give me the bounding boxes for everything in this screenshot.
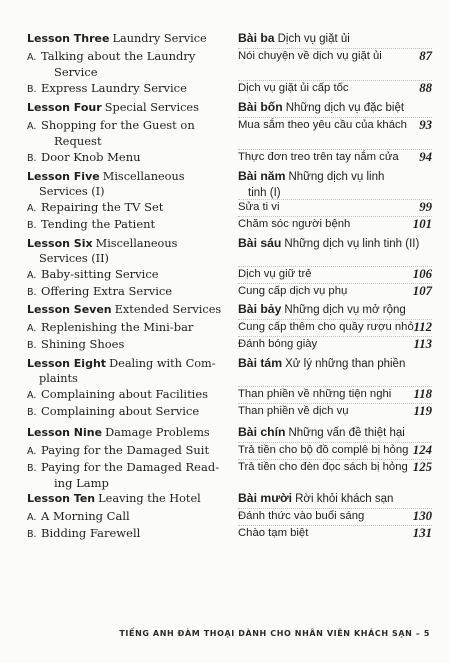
translation-text: Đánh thức vào buổi sáng	[238, 510, 365, 522]
page-number: 93	[419, 118, 432, 132]
item-letter: B.	[27, 153, 37, 164]
translation-text: Dịch vụ giữ trẻ	[238, 268, 312, 280]
lesson-heading	[27, 100, 227, 115]
bai-title: Những dịch vụ linh tinh (II)	[284, 238, 420, 250]
translation-text: Cung cấp thêm cho quầy rượu nhỏ	[238, 321, 414, 333]
page-number: 130	[412, 509, 432, 523]
bai-label: Bài bảy	[238, 302, 282, 316]
lesson-heading	[27, 169, 227, 199]
toc-item-line	[27, 460, 227, 476]
item-letter: A.	[27, 121, 37, 132]
item-letter: B.	[27, 287, 37, 298]
item-letter: A.	[27, 512, 37, 523]
bai-heading	[238, 169, 432, 201]
lesson-title: Miscellaneous	[95, 237, 178, 250]
toc-item-translation	[238, 200, 432, 214]
toc-item-translation	[238, 267, 432, 281]
translation-line	[238, 460, 432, 474]
lesson-heading-line	[27, 302, 227, 317]
bai-title: Xử lý những than phiền	[285, 358, 406, 370]
item-title-text: Complaining about Facilities	[41, 387, 209, 401]
translation-text: Mua sắm theo yêu cầu của khách	[238, 119, 407, 131]
item-letter: A.	[27, 203, 37, 214]
lesson-label: Lesson Eight	[27, 357, 107, 370]
translation-line	[238, 284, 432, 298]
item-title-text: Repairing the TV Set	[41, 200, 164, 214]
translation-text: Chăm sóc người bệnh	[238, 218, 351, 230]
toc-item-translation	[238, 387, 432, 401]
toc-item-title	[27, 320, 227, 336]
bai-label: Bài năm	[238, 169, 286, 183]
translation-text: Thực đơn treo trên tay nắm cửa	[238, 151, 399, 163]
lesson-title: Miscellaneous	[102, 170, 185, 183]
toc-item-line	[27, 284, 227, 300]
bai-heading-line	[238, 302, 432, 318]
item-title-text: A Morning Call	[41, 509, 130, 523]
toc-item-title	[27, 150, 227, 166]
lesson-label: Lesson Four	[27, 101, 102, 114]
lesson-heading-line	[27, 236, 227, 251]
lesson-label: Lesson Five	[27, 170, 100, 183]
lesson-label: Lesson Three	[27, 32, 110, 45]
lesson-title: Damage Problems	[105, 426, 210, 439]
item-title-text: Talking about the Laundry	[41, 49, 196, 63]
toc-item-translation	[238, 150, 432, 164]
item-letter: A.	[27, 323, 37, 334]
page-number: 112	[413, 320, 432, 334]
translation-line	[238, 320, 432, 334]
lesson-heading	[27, 491, 227, 506]
page-number: 94	[419, 150, 432, 164]
toc-item-title	[27, 200, 227, 216]
item-title-text: Complaining about Service	[41, 404, 200, 418]
lesson-label: Lesson Ten	[27, 492, 96, 505]
page-number: 131	[412, 526, 432, 540]
item-title-text: Replenishing the Mini-bar	[41, 320, 194, 334]
item-title-text: Tending the Patient	[41, 217, 156, 231]
toc-item-title	[27, 509, 227, 525]
page-number: 118	[413, 387, 432, 401]
translation-line	[238, 404, 432, 418]
bai-heading-line	[238, 356, 432, 372]
toc-item-translation	[238, 118, 432, 132]
toc-item-line	[27, 476, 227, 490]
item-title-text: Shopping for the Guest on	[41, 118, 195, 132]
bai-title: Rời khỏi khách sạn	[295, 493, 394, 505]
translation-line	[238, 217, 432, 231]
toc-item-line	[27, 217, 227, 233]
lesson-heading-line	[27, 100, 227, 115]
running-footer	[0, 629, 450, 643]
toc-item-line	[27, 150, 227, 166]
translation-line	[238, 387, 432, 401]
lesson-title: Extended Services	[114, 303, 222, 316]
bai-title: Những vấn đề thiệt hại	[288, 427, 405, 439]
toc-item-line	[27, 337, 227, 353]
toc-item-title	[27, 49, 227, 79]
lesson-heading-line	[27, 31, 227, 46]
item-letter: B.	[27, 340, 37, 351]
toc-item-title	[27, 267, 227, 283]
bai-heading	[238, 100, 432, 116]
lesson-title: Dealing with Com-	[109, 357, 216, 370]
bai-heading-line	[238, 425, 432, 441]
bai-heading	[238, 356, 432, 372]
bai-heading-line	[238, 491, 432, 507]
toc-item-translation	[238, 81, 432, 95]
item-title-text: Paying for the Damaged Read-	[41, 460, 220, 474]
page-number: 106	[412, 267, 432, 281]
translation-line	[238, 337, 432, 351]
page-number: 125	[412, 460, 432, 474]
item-letter: B.	[27, 529, 37, 540]
toc-item-line	[27, 200, 227, 216]
toc-item-title	[27, 387, 227, 403]
bai-label: Bài ba	[238, 31, 275, 45]
translation-line	[238, 81, 432, 95]
item-letter: A.	[27, 446, 37, 457]
translation-text: Trả tiền cho bộ đồ complê bị hỏng	[238, 444, 409, 456]
bai-heading	[238, 302, 432, 318]
lesson-heading-line	[27, 371, 227, 386]
translation-text: Đánh bóng giày	[238, 338, 318, 350]
toc-item-translation	[238, 284, 432, 298]
item-letter: A.	[27, 270, 37, 281]
item-title-text: Service	[54, 65, 98, 79]
item-title-text: Door Knob Menu	[41, 150, 141, 164]
item-title-text: Baby-sitting Service	[41, 267, 159, 281]
toc-item-title	[27, 443, 227, 459]
toc-item-title	[27, 81, 227, 97]
translation-text: Dịch vụ giặt ủi cấp tốc	[238, 82, 349, 94]
toc-item-translation	[238, 217, 432, 231]
toc-item-title	[27, 118, 227, 148]
toc-item-line	[27, 65, 227, 79]
item-letter: B.	[27, 407, 37, 418]
translation-text: Than phiền về những tiện nghi	[238, 388, 392, 400]
toc-item-line	[27, 509, 227, 525]
toc-item-line	[27, 404, 227, 420]
page-number: 119	[413, 404, 432, 418]
lesson-heading-line	[27, 251, 227, 266]
lesson-title: Services (I)	[39, 185, 105, 198]
toc-item-translation	[238, 320, 432, 334]
lesson-heading	[27, 356, 227, 386]
translation-text: Cung cấp dịch vụ phụ	[238, 285, 348, 297]
item-title-text: ing Lamp	[54, 476, 109, 490]
translation-line	[238, 200, 432, 214]
footer-text: TIẾNG ANH ĐÀM THOẠI DÀNH CHO NHÂN VIÊN KHÁCH SẠN – 5	[119, 629, 430, 638]
translation-text: Trả tiền cho đèn đọc sách bị hỏng	[238, 461, 408, 473]
toc-item-translation	[238, 404, 432, 418]
toc-item-line	[27, 526, 227, 542]
lesson-heading	[27, 31, 227, 46]
toc-item-line	[27, 320, 227, 336]
lesson-title: plaints	[39, 372, 78, 385]
item-letter: A.	[27, 52, 37, 63]
lesson-title: Laundry Service	[112, 32, 207, 45]
toc-item-title	[27, 284, 227, 300]
item-letter: B.	[27, 463, 37, 474]
page-number: 101	[412, 217, 432, 231]
lesson-title: Services (II)	[39, 252, 109, 265]
item-title-text: Bidding Farewell	[41, 526, 141, 540]
bai-label: Bài chín	[238, 425, 286, 439]
lesson-heading-line	[27, 184, 227, 199]
toc-item-translation	[238, 526, 432, 540]
bai-heading	[238, 236, 432, 252]
toc-item-translation	[238, 337, 432, 351]
item-title-text: Express Laundry Service	[41, 81, 187, 95]
toc-item-line	[27, 81, 227, 97]
bai-title: Những dịch vụ linh	[288, 171, 385, 183]
page-number: 87	[419, 49, 432, 63]
toc-item-line	[27, 134, 227, 148]
bai-heading	[238, 31, 432, 47]
toc-item-line	[27, 49, 227, 65]
bai-label: Bài tám	[238, 356, 283, 370]
bai-title: tinh (I)	[248, 187, 281, 199]
bai-label: Bài bốn	[238, 100, 283, 114]
lesson-label: Lesson Six	[27, 237, 93, 250]
bai-label: Bài sáu	[238, 236, 282, 250]
lesson-heading-line	[27, 356, 227, 371]
lesson-heading	[27, 302, 227, 317]
translation-text: Sửa ti vi	[238, 201, 280, 213]
item-letter: B.	[27, 84, 37, 95]
toc-item-title	[27, 217, 227, 233]
item-title-text: Request	[54, 134, 102, 148]
translation-line	[238, 443, 432, 457]
page-number: 88	[419, 81, 432, 95]
translation-text: Than phiền về dịch vụ	[238, 405, 349, 417]
translation-line	[238, 49, 432, 63]
translation-line	[238, 509, 432, 523]
toc-item-line	[27, 267, 227, 283]
page-number: 124	[412, 443, 432, 457]
translation-line	[238, 150, 432, 164]
bai-heading-line	[238, 169, 432, 185]
bai-heading-line	[238, 100, 432, 116]
toc-item-title	[27, 337, 227, 353]
bai-title: Những dịch vụ đặc biệt	[285, 102, 405, 114]
toc-item-translation	[238, 49, 432, 63]
toc-item-line	[27, 443, 227, 459]
page-number: 107	[412, 284, 432, 298]
item-letter: B.	[27, 220, 37, 231]
toc-item-translation	[238, 509, 432, 523]
item-letter: A.	[27, 390, 37, 401]
toc-item-title	[27, 460, 227, 490]
toc-item-translation	[238, 443, 432, 457]
item-title-text: Paying for the Damaged Suit	[41, 443, 210, 457]
lesson-title: Leaving the Hotel	[98, 492, 201, 505]
toc-item-title	[27, 526, 227, 542]
lesson-label: Lesson Seven	[27, 303, 112, 316]
item-title-text: Offering Extra Service	[41, 284, 173, 298]
translation-line	[238, 526, 432, 540]
bai-heading	[238, 425, 432, 441]
toc-item-line	[27, 118, 227, 134]
translation-line	[238, 267, 432, 281]
bai-title: Dịch vụ giặt ủi	[277, 33, 350, 45]
lesson-heading	[27, 425, 227, 440]
lesson-heading-line	[27, 169, 227, 184]
page-number: 99	[419, 200, 432, 214]
lesson-heading	[27, 236, 227, 266]
bai-heading-line	[238, 236, 432, 252]
lesson-title: Special Services	[104, 101, 199, 114]
item-title-text: Shining Shoes	[41, 337, 125, 351]
toc-item-line	[27, 387, 227, 403]
lesson-heading-line	[27, 425, 227, 440]
bai-label: Bài mười	[238, 491, 293, 505]
translation-text: Chào tạm biệt	[238, 527, 309, 539]
lesson-label: Lesson Nine	[27, 426, 103, 439]
bai-heading-line	[238, 31, 432, 47]
translation-line	[238, 118, 432, 132]
toc-item-translation	[238, 460, 432, 474]
lesson-heading-line	[27, 491, 227, 506]
page-number: 113	[413, 337, 432, 351]
bai-title: Những dịch vụ mở rộng	[284, 304, 406, 316]
translation-text: Nói chuyện về dịch vụ giặt ủi	[238, 50, 382, 62]
toc-item-title	[27, 404, 227, 420]
bai-heading	[238, 491, 432, 507]
